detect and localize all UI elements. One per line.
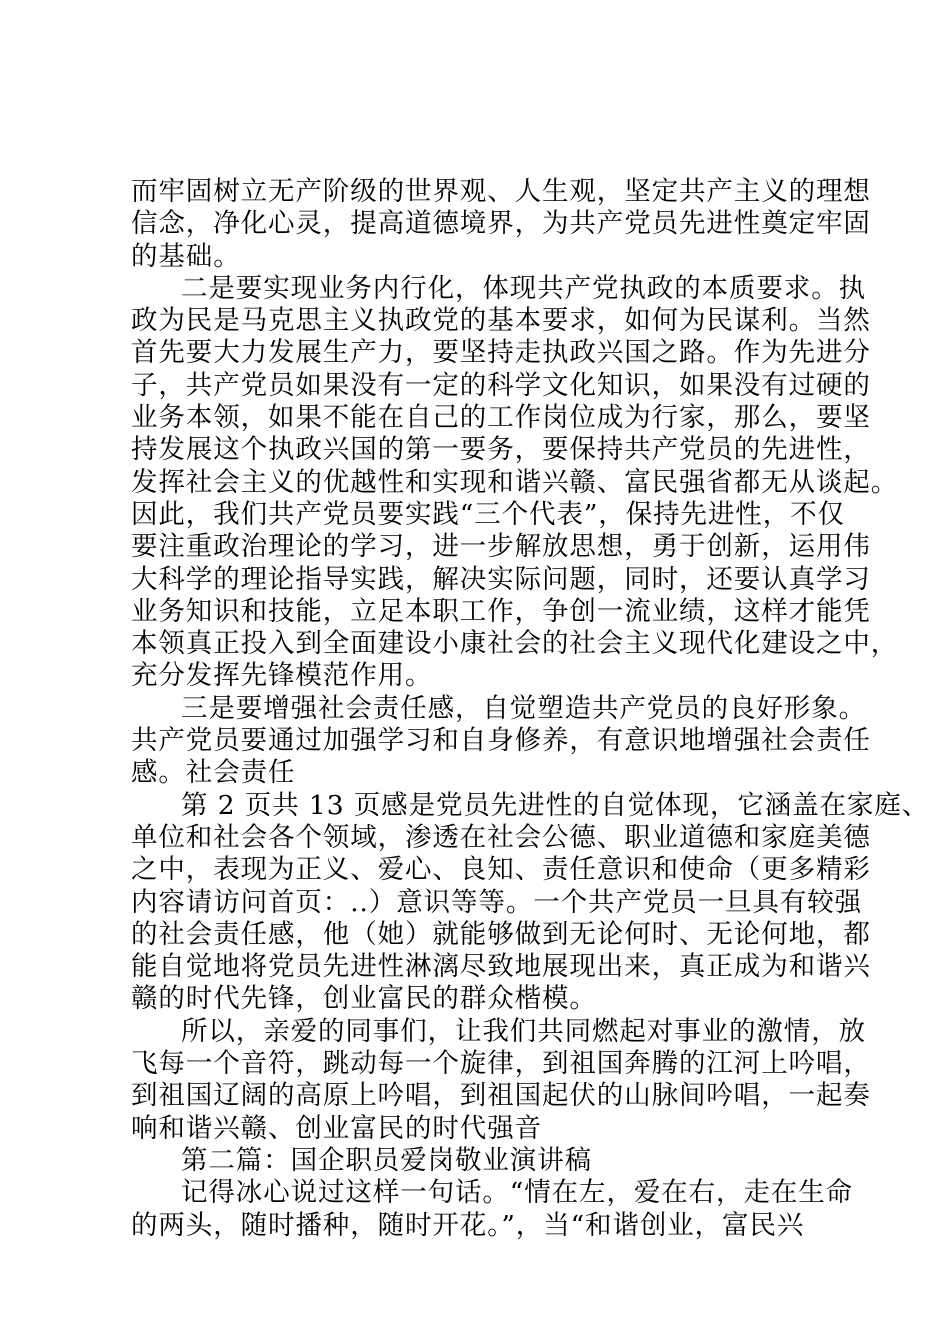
document-body (131, 176, 930, 1242)
text-line: 第 2 页共 13 页感是党员先进性的自觉体现，它涵盖在家庭、 (181, 789, 930, 821)
text-line: 内容请访问首页：..）意识等等。一个共产党员一旦具有较强 (131, 886, 863, 918)
text-line: 响和谐兴赣、创业富民的时代强音 (131, 1112, 542, 1144)
text-line: 赣的时代先锋，创业富民的群众楷模。 (131, 983, 597, 1015)
text-line: 的两头，随时播种，随时开花。”，当“和谐创业，富民兴 (131, 1209, 805, 1241)
text-line: 三是要增强社会责任感，自觉塑造共产党员的良好形象。 (181, 692, 866, 724)
text-line: 所以，亲爱的同事们，让我们共同燃起对事业的激情，放 (181, 1015, 866, 1047)
text-line: 充分发挥先锋模范作用。 (131, 660, 433, 692)
text-line: 大科学的理论指导实践，解决实际问题，同时，还要认真学习 (131, 563, 871, 595)
text-line: 子，共产党员如果没有一定的科学文化知识，如果没有过硬的 (131, 369, 871, 401)
text-line: 共产党员要通过加强学习和自身修养，有意识地增强社会责任 (131, 725, 871, 757)
section-heading: 第二篇：国企职员爱岗敬业演讲稿 (181, 1144, 592, 1176)
text-line: 飞每一个音符，跳动每一个旋律，到祖国奔腾的江河上吟唱， (131, 1048, 871, 1080)
text-line: 而牢固树立无产阶级的世界观、人生观，坚定共产主义的理想 (131, 176, 871, 207)
text-line: 业务知识和技能，立足本职工作，争创一流业绩，这样才能凭 (131, 595, 871, 627)
text-line: 发挥社会主义的优越性和实现和谐兴赣、富民强省都无从谈起。 (131, 466, 899, 498)
text-line: 因此，我们共产党员要实践“三个代表”，保持先进性，不仅 (131, 498, 845, 530)
text-line: 本领真正投入到全面建设小康社会的社会主义现代化建设之中， (131, 628, 899, 660)
text-line: 的基础。 (131, 240, 241, 272)
text-line: 政为民是马克思主义执政党的基本要求，如何为民谋利。当然 (131, 305, 871, 337)
text-line: 信念，净化心灵，提高道德境界，为共产党员先进性奠定牢固 (131, 208, 871, 240)
text-line: 的社会责任感，他（她）就能够做到无论何时、无论何地，都 (131, 918, 871, 950)
text-line: 单位和社会各个领域，渗透在社会公德、职业道德和家庭美德 (131, 821, 871, 853)
text-line: 之中，表现为正义、爱心、良知、责任意识和使命（更多精彩 (131, 854, 871, 886)
text-line: 二是要实现业务内行化，体现共产党执政的本质要求。执 (181, 272, 866, 304)
text-line: 首先要大力发展生产力，要坚持走执政兴国之路。作为先进分 (131, 337, 871, 369)
text-line: 感。社会责任 (131, 757, 296, 789)
text-line: 到祖国辽阔的高原上吟唱，到祖国起伏的山脉间吟唱，一起奏 (131, 1080, 871, 1112)
text-line: 要注重政治理论的学习，进一步解放思想，勇于创新，运用伟 (131, 531, 871, 563)
text-line: 能自觉地将党员先进性淋漓尽致地展现出来，真正成为和谐兴 (131, 951, 871, 983)
text-line: 记得冰心说过这样一句话。“情在左，爱在右，走在生命 (181, 1177, 854, 1209)
text-line: 持发展这个执政兴国的第一要务，要保持共产党员的先进性， (131, 434, 871, 466)
text-line: 业务本领，如果不能在自己的工作岗位成为行家，那么，要坚 (131, 402, 871, 434)
